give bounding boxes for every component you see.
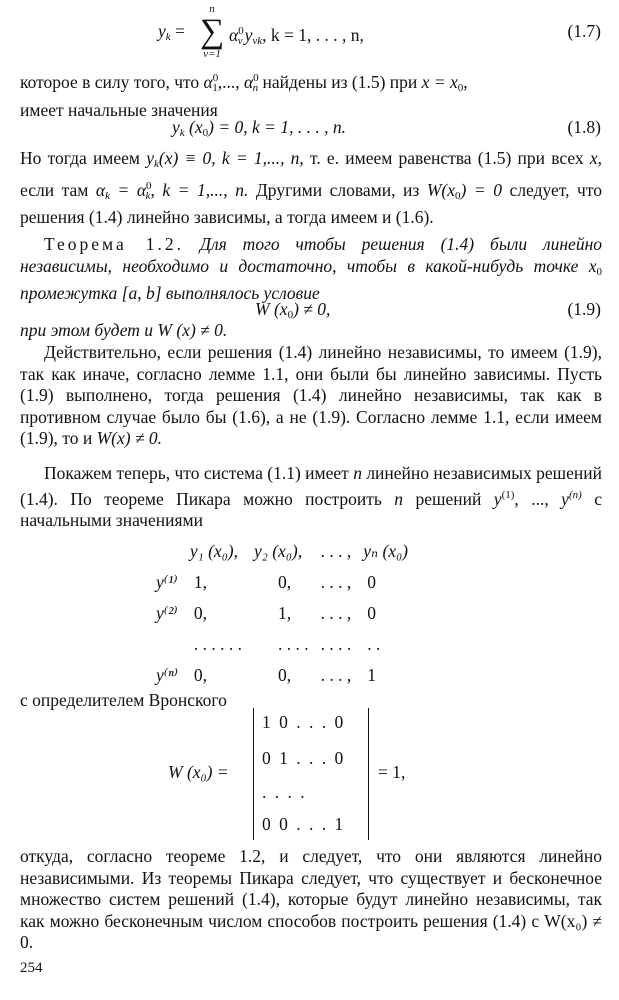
paragraph-conclusion: откуда, согласно теореме 1.2, и следует, что они являются линейно независимыми. Из теоремы Пикара следует, что существует и бесконечное множество систем решений (1.4), которые будут линейно независимы, так как можно бесконечным числом способов построить решения (1.4) с W(x₀) ≠ 0. xyxy=(20,846,602,952)
initial-values-table xyxy=(150,536,414,691)
theorem-conclusion: при этом будет и W (x) ≠ 0. xyxy=(20,320,228,340)
matrix-row: . . . . xyxy=(262,782,307,802)
table-row: . . . . . . . . . . . . . . . . xyxy=(193,633,381,654)
page-number: 254 xyxy=(20,960,43,976)
wronskian-rhs: = 1, xyxy=(378,762,406,782)
equation-1-7: $y_k$ = n ∑ ν=1 $\alpha^0_\nu$ $y_{\nu k}$, k = 1, . . . , n, (1.7) xyxy=(158,3,601,60)
table-header-row: y₁ (x₀), y₂ (x₀), . . . , yₙ (x₀) xyxy=(189,540,408,561)
table-row: y⁽ⁿ⁾ 0, 0, . . . , 1 xyxy=(156,664,376,685)
equation-number: (1.7) xyxy=(567,21,601,41)
table-row: y⁽¹⁾ 1, 0, . . . , 0 xyxy=(156,571,376,592)
equation-1-8: $y_k$ $(x_0) = 0$, k = 1, . . . , n. (1.8) xyxy=(172,117,601,139)
wronskian-determinant xyxy=(0,706,619,846)
equation-number: (1.9) xyxy=(567,299,601,319)
matrix-row: 1 0 . . . 0 xyxy=(262,712,346,732)
paragraph-consequence: Но тогда имеем $y_k(x) \equiv 0$, k = 1,..., n, т. е. имеем равенства (1.5) при всех x, если там $\alpha_k = \alpha^0_k$, k = 1,..., n. Другими словами, из $W(x_0) = 0$ следует, что решения (1.4) линейно зависимы, а тогда имеем и (1.6). xyxy=(20,148,603,227)
theorem-1-2: Теорема 1.2. Для того чтобы решения (1.4) были линейно независимы, необходимо и достаточно, чтобы в какой-нибудь точке $x_0$ промежутка [a, b] выполнялось условие xyxy=(20,234,602,303)
wronskian-lhs: W (x₀) = xyxy=(168,762,229,782)
equation-number: (1.8) xyxy=(567,117,601,137)
equation-1-9: W $(x_0) \ne 0$, (1.9) xyxy=(255,299,601,321)
paragraph-intro: которое в силу того, что $\alpha^0_1$,..., $\alpha^0_n$ найдены из (1.5) при $x = x_0$, имеет начальные значения xyxy=(20,72,468,120)
paragraph-construction: Покажем теперь, что система (1.1) имеет n линейно независимых решений (1.4). По теореме Пикара можно построить n решений $y^{(1)}$, ..., $y^{(n)}$ с начальными значениями xyxy=(20,463,603,530)
theorem-label: Теорема 1.2. xyxy=(44,234,184,254)
paragraph-proof: Действительно, если решения (1.4) линейно независимы, то имеем (1.9), так как иначе, согласно лемме 1.1, они были бы линейно зависимы. Пусть (1.9) выполнено, тогда решения (1.4) линейно независимы, так как в противном случае было бы (1.6), а не (1.9). Согласно лемме 1.1, если имеем (1.9), то и W(x) ≠ 0. xyxy=(20,342,602,448)
wronskian-intro: с определителем Вронского xyxy=(20,690,227,710)
summation-sign: n ∑ ν=1 xyxy=(200,3,225,60)
determinant-bars xyxy=(253,708,369,840)
matrix-row: 0 1 . . . 0 xyxy=(262,748,346,768)
matrix-row: 0 0 . . . 1 xyxy=(262,814,346,834)
table-row: y⁽²⁾ 0, 1, . . . , 0 xyxy=(156,602,376,623)
